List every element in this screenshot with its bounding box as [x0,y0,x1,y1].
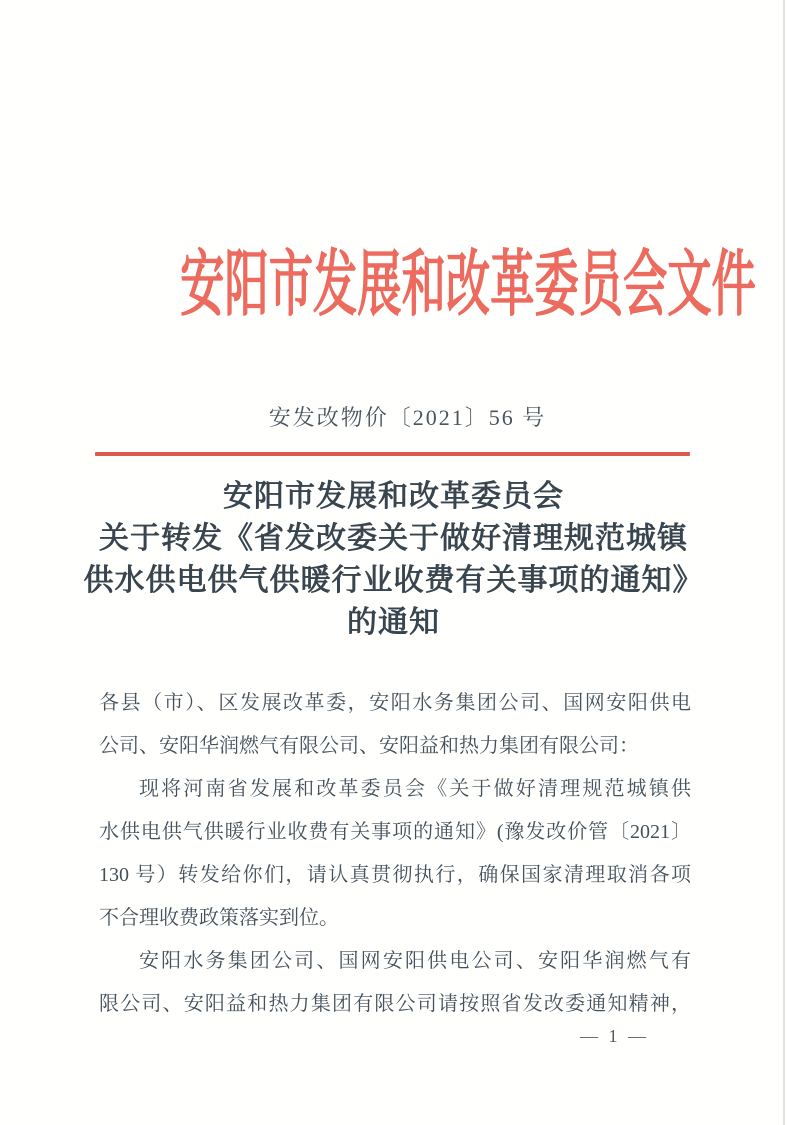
scan-edge-artifact [783,0,785,1125]
body-line-recipients: 公司、安阳华润燃气有限公司、安阳益和热力集团有限公司： [99,735,639,757]
document-title-line: 供水供电供气供暖行业收费有关事项的通知》 [83,564,704,597]
body-line-paragraph: 130 号）转发给你们，请认真贯彻执行，确保国家清理取消各项 [99,864,691,886]
document-title-line: 安阳市发展和改革委员会 [223,480,564,513]
body-line-paragraph: 水供电供气供暖行业收费有关事项的通知》(豫发改价管〔2021〕 [99,821,691,843]
document-title [0,476,787,644]
agency-banner-title: 安阳市发展和改革委员会文件 [180,245,756,325]
document-title-line: 的通知 [347,606,440,639]
document-title-line: 关于转发《省发改委关于做好清理规范城镇 [99,522,688,555]
body-line-paragraph: 安阳水务集团公司、国网安阳供电公司、安阳华润燃气有 [139,950,691,972]
agency-banner [0,247,787,323]
document-reference-number: 安发改物价〔2021〕56 号 [268,405,547,430]
document-body [99,682,691,1026]
page-number: — 1 — [580,1026,649,1046]
body-line-recipients: 各县（市）、区发展改革委，安阳水务集团公司、国网安阳供电 [99,692,691,714]
body-line-paragraph: 现将河南省发展和改革委员会《关于做好清理规范城镇供 [139,778,691,800]
body-line-paragraph: 不合理收费政策落实到位。 [99,907,339,929]
red-separator-line [95,452,690,456]
body-line-paragraph: 限公司、安阳益和热力集团有限公司请按照省发改委通知精神， [99,993,691,1015]
